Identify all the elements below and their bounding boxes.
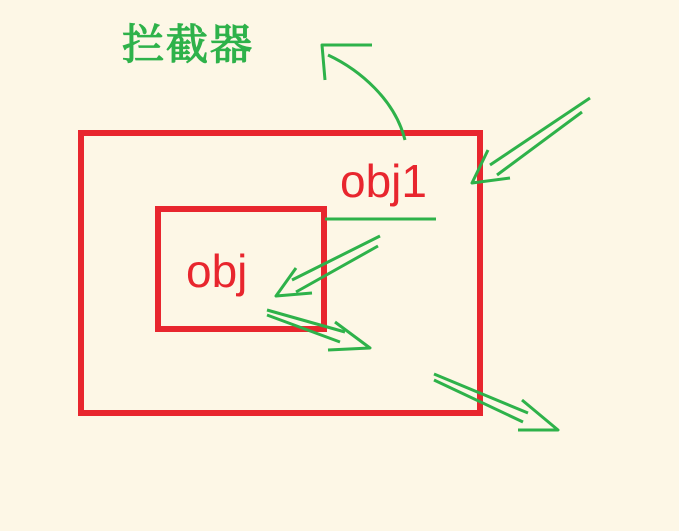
arrow-incoming-inner	[276, 236, 380, 296]
arrow-outgoing-outer	[434, 374, 558, 430]
arrow-intercept-return-head	[322, 45, 372, 80]
inner-box-label: obj	[186, 245, 248, 297]
arrow-incoming-outer	[472, 98, 590, 183]
arrow-intercept-return	[328, 55, 405, 140]
outer-box-label: obj1	[340, 155, 427, 207]
title-interceptor: 拦截器	[122, 20, 255, 69]
